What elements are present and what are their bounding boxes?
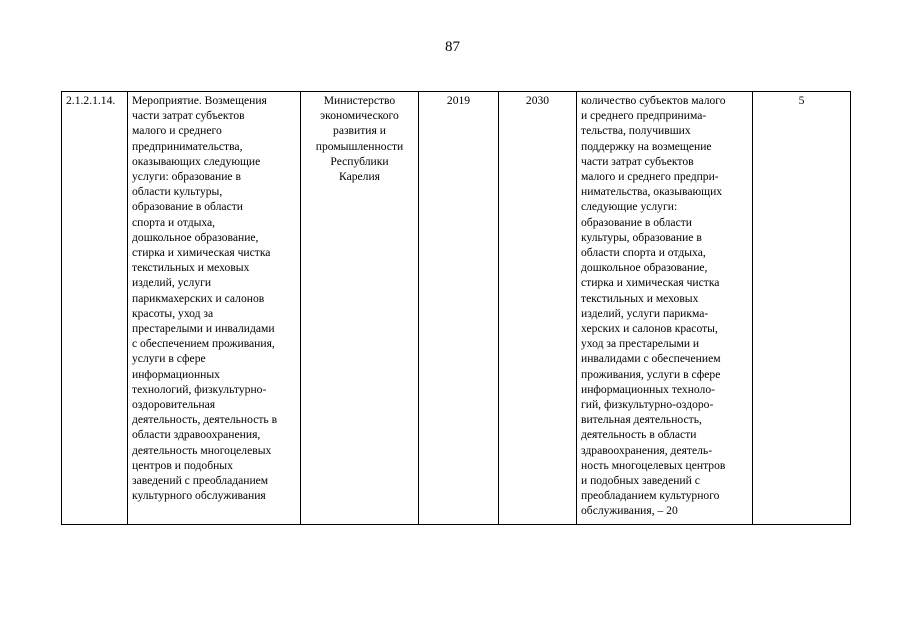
indicator-line: поддержку на возмещение [581, 139, 712, 153]
executor-line: Министерство [323, 94, 396, 107]
activity-description-cell [128, 92, 301, 525]
indicator-line: обслуживания, – 20 [581, 504, 678, 518]
indicator-line: текстильных и меховых [581, 291, 699, 305]
indicator-line: вительная деятельность, [581, 413, 702, 427]
indicator-line: проживания, услуги в сфере [581, 367, 721, 381]
executor-line: развития и [333, 124, 386, 138]
activity-description-line: оказывающих следующие [132, 154, 261, 168]
page-number: 87 [445, 39, 460, 55]
indicator-line: области спорта и отдыха, [581, 246, 706, 260]
indicator-line: дошкольное образование, [581, 261, 708, 275]
activity-description-line: информационных [132, 367, 220, 381]
executor-cell [301, 92, 419, 525]
activity-description-line: технологий, физкультурно- [132, 382, 267, 396]
indicator-line: нимательства, оказывающих [581, 185, 723, 199]
activity-description-line: области здравоохранения, [132, 428, 261, 442]
activity-description-line: текстильных и меховых [132, 261, 250, 275]
executor-line: Республики [330, 154, 389, 168]
indicator-line: гий, физкультурно-оздоро- [581, 398, 714, 412]
indicator-line: преобладанием культурного [581, 489, 720, 503]
activity-description-line: образование в области [132, 200, 243, 214]
activity-description-line: парикмахерских и салонов [132, 291, 265, 305]
indicator-line: части затрат субъектов [581, 154, 694, 168]
indicator-line: и подобных заведений с [581, 474, 700, 488]
activity-description-line: области культуры, [132, 185, 223, 199]
activity-description-line: изделий, услуги [132, 276, 212, 290]
indicator-line: малого и среднего предпри- [581, 170, 719, 184]
indicator-line: херских и салонов красоты, [581, 322, 718, 336]
indicator-line: следующие услуги: [581, 200, 678, 214]
indicator-value-cell: 5 [753, 92, 851, 525]
activity-description-line: услуги в сфере [132, 352, 206, 366]
indicator-cell [577, 92, 753, 525]
activity-description-line: спорта и отдыха, [132, 215, 216, 229]
activity-description-line: дошкольное образование, [132, 230, 259, 244]
executor-line: промышленности [315, 139, 404, 153]
activity-description-line: предпринимательства, [132, 139, 243, 153]
activity-description-line: престарелыми и инвалидами [132, 322, 275, 336]
indicator-line: здравоохранения, деятель- [581, 443, 713, 457]
indicator-text [581, 93, 748, 519]
indicator-line: стирка и химическая чистка [581, 276, 720, 290]
executor-text [305, 93, 414, 184]
indicator-line: ность многоцелевых центров [581, 458, 726, 472]
activity-description-line: заведений с преобладанием [132, 474, 269, 488]
table-row [62, 92, 851, 525]
indicator-line: количество субъектов малого [581, 94, 726, 107]
activity-description-line: малого и среднего [132, 124, 222, 138]
indicator-line: и среднего предпринима- [581, 109, 707, 123]
indicator-line: тельства, получивших [581, 124, 691, 138]
indicator-line: культуры, образование в [581, 230, 702, 244]
indicator-line: информационных техноло- [581, 382, 715, 396]
indicator-line: образование в области [581, 215, 692, 229]
activity-code-cell: 2.1.2.1.14. [62, 92, 128, 525]
start-year-cell: 2019 [419, 92, 499, 525]
activity-description-line: деятельность, деятельность в [132, 413, 278, 427]
activity-description-line: Мероприятие. Возмещения [132, 94, 267, 107]
activity-description-line: культурного обслуживания [132, 489, 266, 503]
activity-description-line: красоты, уход за [132, 306, 214, 320]
activity-description-line: центров и подобных [132, 458, 233, 472]
activity-description-line: с обеспечением проживания, [132, 337, 275, 351]
indicator-line: инвалидами с обеспечением [581, 352, 721, 366]
activity-description-line: оздоровительная [132, 398, 216, 412]
indicator-line: уход за престарелыми и [581, 337, 700, 351]
indicator-line: изделий, услуги парикма- [581, 306, 709, 320]
activity-description-line: деятельность многоцелевых [132, 443, 272, 457]
executor-line: экономического [320, 109, 399, 123]
end-year-cell: 2030 [499, 92, 577, 525]
activity-description-line: услуги: образование в [132, 170, 241, 184]
activity-description-line: части затрат субъектов [132, 109, 245, 123]
executor-line: Карелия [339, 170, 380, 184]
activity-description-line: стирка и химическая чистка [132, 246, 271, 260]
program-activities-table [61, 91, 851, 525]
indicator-line: деятельность в области [581, 428, 697, 442]
activity-description-text [132, 93, 296, 503]
